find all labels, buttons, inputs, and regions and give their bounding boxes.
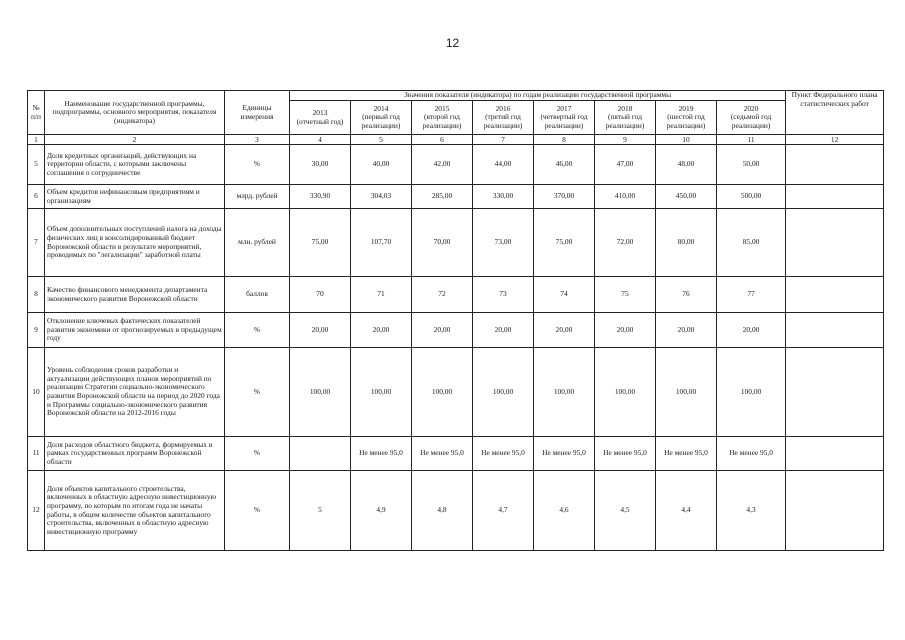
fed-plan-cell bbox=[786, 209, 884, 277]
header-number: № п/п bbox=[28, 91, 45, 135]
header-year bbox=[290, 101, 351, 135]
fed-plan-cell bbox=[786, 277, 884, 313]
value-cell: 330,90 bbox=[290, 185, 351, 209]
value-cell: 100,00 bbox=[534, 348, 595, 437]
value-cell: Не менее 95,0 bbox=[351, 437, 412, 471]
value-cell: 76 bbox=[656, 277, 717, 313]
value-cell: 85,00 bbox=[717, 209, 786, 277]
table-row bbox=[28, 145, 884, 185]
value-cell: Не менее 95,0 bbox=[717, 437, 786, 471]
header-year-note: (седьмой год реализации) bbox=[730, 112, 772, 130]
row-number: 6 bbox=[28, 185, 45, 209]
value-cell: 100,00 bbox=[351, 348, 412, 437]
unit-cell: % bbox=[225, 145, 290, 185]
header-year-note: (второй год реализации) bbox=[422, 112, 462, 130]
fed-plan-cell bbox=[786, 437, 884, 471]
table-row bbox=[28, 471, 884, 551]
header-year-note: (пятый год реализации) bbox=[605, 112, 645, 130]
value-cell: 72,00 bbox=[595, 209, 656, 277]
header-name: Наименование государственной программы, подпрограммы, основного мероприятия, показателя (индикатора) bbox=[45, 91, 225, 135]
page-number: 12 bbox=[445, 36, 460, 50]
table-row bbox=[28, 185, 884, 209]
header-year bbox=[595, 101, 656, 135]
indicators-table bbox=[27, 90, 884, 551]
unit-cell: % bbox=[225, 348, 290, 437]
value-cell: 304,03 bbox=[351, 185, 412, 209]
header-year-label: 2013 bbox=[312, 107, 328, 117]
unit-cell: % bbox=[225, 313, 290, 348]
value-cell: 4,4 bbox=[656, 471, 717, 551]
value-cell: Не менее 95,0 bbox=[656, 437, 717, 471]
fed-plan-cell bbox=[786, 313, 884, 348]
value-cell: 70,00 bbox=[412, 209, 473, 277]
header-year bbox=[351, 101, 412, 135]
header-year-label: 2015 bbox=[434, 103, 450, 113]
header-year bbox=[656, 101, 717, 135]
value-cell: Не менее 95,0 bbox=[534, 437, 595, 471]
header-year-label: 2019 bbox=[678, 103, 694, 113]
header-year-note: (шестой год реализации) bbox=[666, 112, 706, 130]
value-cell: 20,00 bbox=[290, 313, 351, 348]
header-values: Значения показателя (индикатора) по годам реализации государственной программы bbox=[290, 91, 786, 101]
value-cell: 4,3 bbox=[717, 471, 786, 551]
header-year-note: (четвертый год реализации) bbox=[540, 112, 588, 130]
value-cell: 20,00 bbox=[717, 313, 786, 348]
value-cell: 48,00 bbox=[656, 145, 717, 185]
row-number: 8 bbox=[28, 277, 45, 313]
fed-plan-cell bbox=[786, 348, 884, 437]
column-index: 10 bbox=[656, 135, 717, 145]
value-cell: 20,00 bbox=[595, 313, 656, 348]
value-cell: 72 bbox=[412, 277, 473, 313]
value-cell: 74 bbox=[534, 277, 595, 313]
value-cell: 4,5 bbox=[595, 471, 656, 551]
column-index: 3 bbox=[225, 135, 290, 145]
header-fed-plan: Пункт Федерального плана статистических работ bbox=[786, 91, 884, 135]
header-year-label: 2020 bbox=[743, 103, 759, 113]
column-index: 11 bbox=[717, 135, 786, 145]
indicator-name: Объем кредитов нефинансовым предприятиям и организациям bbox=[45, 185, 225, 209]
column-index: 12 bbox=[786, 135, 884, 145]
value-cell: 20,00 bbox=[534, 313, 595, 348]
indicator-name: Уровень соблюдения сроков разработки и актуализации действующих планов мероприятий по реализации Стратегии социально-экономического развития Воронежской области на период до 2020 года и Программы социально-экономического развития Воронежской области на 2012-2016 годы bbox=[45, 348, 225, 437]
value-cell: 75,00 bbox=[534, 209, 595, 277]
value-cell: 73,00 bbox=[473, 209, 534, 277]
header-year-note: (первый год реализации) bbox=[361, 112, 401, 130]
row-number: 11 bbox=[28, 437, 45, 471]
value-cell: 330,00 bbox=[473, 185, 534, 209]
indicator-name: Доля объектов капитального строительства, включенных в областную адресную инвестиционную программу, по которым по итогам года не начаты работы, в общем количестве объектов капитального строительства, включенных в областную адресную инвестиционную программу bbox=[45, 471, 225, 551]
table-row bbox=[28, 348, 884, 437]
value-cell: 20,00 bbox=[656, 313, 717, 348]
unit-cell: баллов bbox=[225, 277, 290, 313]
value-cell: Не менее 95,0 bbox=[473, 437, 534, 471]
column-index: 7 bbox=[473, 135, 534, 145]
row-number: 9 bbox=[28, 313, 45, 348]
value-cell: 285,00 bbox=[412, 185, 473, 209]
header-year-label: 2017 bbox=[556, 103, 572, 113]
value-cell: 100,00 bbox=[656, 348, 717, 437]
value-cell: 40,00 bbox=[351, 145, 412, 185]
header-year bbox=[412, 101, 473, 135]
column-index: 4 bbox=[290, 135, 351, 145]
value-cell: 4,6 bbox=[534, 471, 595, 551]
header-unit: Единицы измерения bbox=[225, 91, 290, 135]
table-row bbox=[28, 437, 884, 471]
value-cell: 500,00 bbox=[717, 185, 786, 209]
value-cell: 20,00 bbox=[351, 313, 412, 348]
value-cell: 20,00 bbox=[412, 313, 473, 348]
value-cell: Не менее 95,0 bbox=[412, 437, 473, 471]
column-index: 9 bbox=[595, 135, 656, 145]
table-row bbox=[28, 209, 884, 277]
table-row bbox=[28, 313, 884, 348]
value-cell: 100,00 bbox=[595, 348, 656, 437]
value-cell: 370,00 bbox=[534, 185, 595, 209]
indicator-name: Доля расходов областного бюджета, формируемых в рамках государственных программ Воронежской области bbox=[45, 437, 225, 471]
header-year-label: 2018 bbox=[617, 103, 633, 113]
value-cell: 20,00 bbox=[473, 313, 534, 348]
indicator-name: Качество финансового менеджмента департамента экономического развития Воронежской области bbox=[45, 277, 225, 313]
fed-plan-cell bbox=[786, 471, 884, 551]
value-cell: 77 bbox=[717, 277, 786, 313]
value-cell bbox=[290, 437, 351, 471]
value-cell: 4,7 bbox=[473, 471, 534, 551]
value-cell: 4,8 bbox=[412, 471, 473, 551]
value-cell: 100,00 bbox=[290, 348, 351, 437]
table-row bbox=[28, 277, 884, 313]
header-year-label: 2014 bbox=[373, 103, 389, 113]
header-year-note: (отчетный год) bbox=[296, 116, 344, 126]
value-cell: 30,00 bbox=[290, 145, 351, 185]
value-cell: 70 bbox=[290, 277, 351, 313]
unit-cell: млрд. рублей bbox=[225, 185, 290, 209]
unit-cell: % bbox=[225, 437, 290, 471]
value-cell: 100,00 bbox=[717, 348, 786, 437]
row-number: 10 bbox=[28, 348, 45, 437]
column-index: 6 bbox=[412, 135, 473, 145]
value-cell: 47,00 bbox=[595, 145, 656, 185]
row-number: 5 bbox=[28, 145, 45, 185]
unit-cell: % bbox=[225, 471, 290, 551]
value-cell: 42,00 bbox=[412, 145, 473, 185]
value-cell: 450,00 bbox=[656, 185, 717, 209]
value-cell: 73 bbox=[473, 277, 534, 313]
value-cell: 75 bbox=[595, 277, 656, 313]
value-cell: 75,00 bbox=[290, 209, 351, 277]
value-cell: 100,00 bbox=[473, 348, 534, 437]
value-cell: 4,9 bbox=[351, 471, 412, 551]
value-cell: 50,00 bbox=[717, 145, 786, 185]
fed-plan-cell bbox=[786, 145, 884, 185]
value-cell: 80,00 bbox=[656, 209, 717, 277]
header-year-note: (третий год реализации) bbox=[483, 112, 523, 130]
value-cell: 100,00 bbox=[412, 348, 473, 437]
header-year bbox=[534, 101, 595, 135]
row-number: 12 bbox=[28, 471, 45, 551]
value-cell: 107,70 bbox=[351, 209, 412, 277]
unit-cell: млн. рублей bbox=[225, 209, 290, 277]
column-index: 8 bbox=[534, 135, 595, 145]
column-index: 1 bbox=[28, 135, 45, 145]
row-number: 7 bbox=[28, 209, 45, 277]
header-year bbox=[717, 101, 786, 135]
value-cell: 46,00 bbox=[534, 145, 595, 185]
fed-plan-cell bbox=[786, 185, 884, 209]
indicator-name: Доля кредитных организаций, действующих на территории области, с которыми заключены соглашения о сотрудничестве bbox=[45, 145, 225, 185]
value-cell: Не менее 95,0 bbox=[595, 437, 656, 471]
header-year bbox=[473, 101, 534, 135]
header-year-label: 2016 bbox=[495, 103, 511, 113]
column-index: 2 bbox=[45, 135, 225, 145]
column-index: 5 bbox=[351, 135, 412, 145]
value-cell: 44,00 bbox=[473, 145, 534, 185]
value-cell: 410,00 bbox=[595, 185, 656, 209]
indicator-name: Отклонение ключевых фактических показателей развития экономики от прогнозируемых в предыдущем году bbox=[45, 313, 225, 348]
value-cell: 71 bbox=[351, 277, 412, 313]
value-cell: 5 bbox=[290, 471, 351, 551]
indicator-name: Объем дополнительных поступлений налога на доходы физических лиц в консолидированный бюджет Воронежской области в результате мероприятий, проводимых по "легализации" заработной платы bbox=[45, 209, 225, 277]
